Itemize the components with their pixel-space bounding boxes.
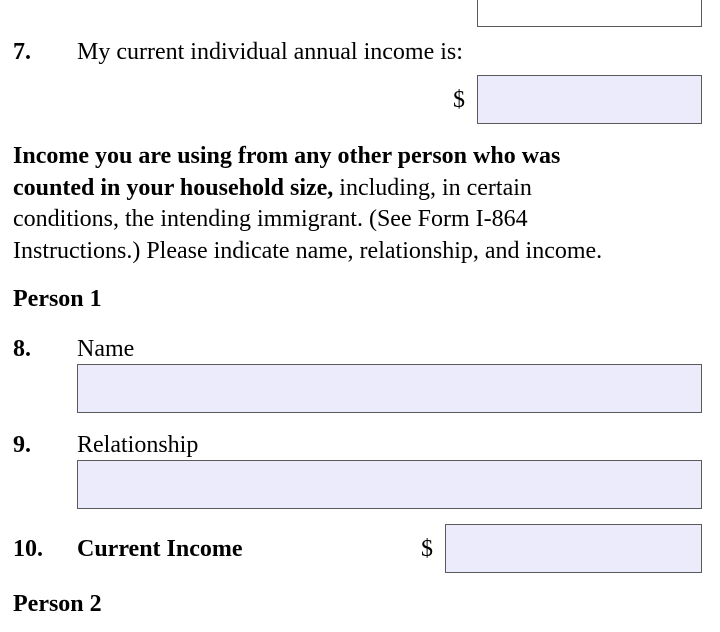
person-1-heading: Person 1 <box>13 286 102 312</box>
person-1-relationship-input[interactable] <box>77 460 702 509</box>
person-1-income-input[interactable] <box>445 524 702 573</box>
item-9-number: 9. <box>13 432 31 458</box>
household-line-2-rest: including, in certain <box>333 174 532 201</box>
person-1-name-input[interactable] <box>77 364 702 413</box>
item-10-label: Current Income <box>77 536 243 562</box>
previous-field[interactable] <box>477 0 702 27</box>
household-line-3: conditions, the intending immigrant. (See Form I-864 <box>13 206 528 233</box>
person-2-heading: Person 2 <box>13 591 102 617</box>
item-9-label: Relationship <box>77 432 199 458</box>
household-line-1 <box>13 141 713 173</box>
item-10-number: 10. <box>13 536 43 562</box>
item-7-currency: $ <box>453 87 465 113</box>
household-line-4: Instructions.) Please indicate name, relationship, and income. <box>13 238 603 265</box>
item-10-currency: $ <box>421 536 433 562</box>
item-7-number: 7. <box>13 39 31 65</box>
household-instructions <box>13 141 713 268</box>
item-8-label: Name <box>77 336 135 362</box>
household-line-2 <box>13 173 713 205</box>
item-8-number: 8. <box>13 336 31 362</box>
household-line-1-bold: Income you are using from any other person who was <box>13 143 561 169</box>
annual-income-input[interactable] <box>477 75 702 124</box>
household-line-2-bold: counted in your household size, <box>13 174 334 201</box>
item-7-label: My current individual annual income is: <box>77 39 463 65</box>
